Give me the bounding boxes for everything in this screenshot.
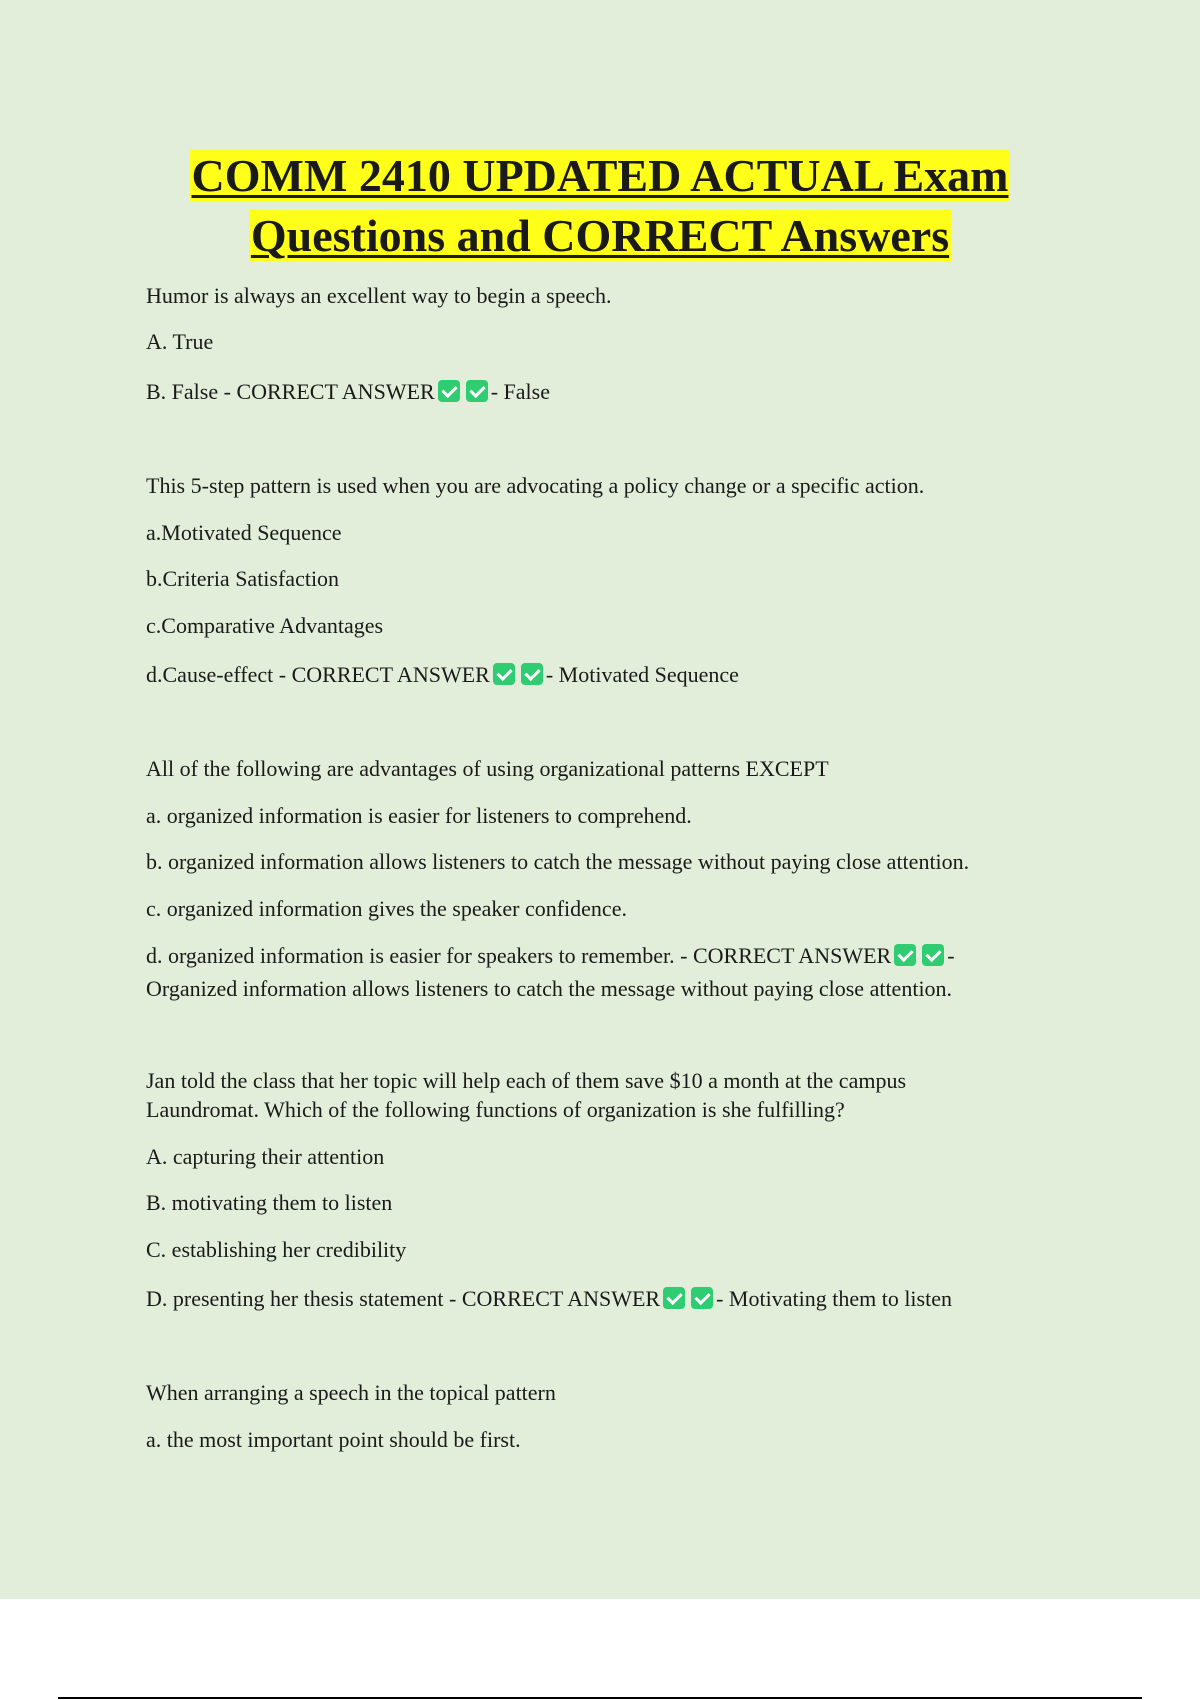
answer-3-continued: Organized information allows listeners to catch the message without paying close attention. [146,976,953,1001]
title-line-1: COMM 2410 UPDATED ACTUAL Exam [191,150,1009,201]
question-4-continued: Laundromat. Which of the following functions of organization is she fulfilling? [146,1097,845,1122]
check-icon [894,944,916,966]
answer-3: d. organized information is easier for speakers to remember. - CORRECT ANSWER - [146,943,955,968]
check-icon [438,380,460,402]
answer-1: B. False - CORRECT ANSWER - False [146,379,550,404]
option-5a: a. the most important point should be first. [146,1427,521,1452]
option-3b: b. organized information allows listeners to catch the message without paying close attention. [146,849,970,874]
check-icon [521,663,543,685]
question-1: Humor is always an excellent way to begin a speech. [146,283,612,308]
option-2a: a.Motivated Sequence [146,520,342,545]
question-2: This 5-step pattern is used when you are advocating a policy change or a specific action. [146,473,925,498]
check-icon [466,380,488,402]
question-5: When arranging a speech in the topical pattern [146,1380,556,1405]
option-2c: c.Comparative Advantages [146,613,384,638]
footer-divider [58,1697,1142,1699]
title-line-2: Questions and CORRECT Answers [250,210,950,261]
option-4a: A. capturing their attention [146,1144,385,1169]
option-2b: b.Criteria Satisfaction [146,566,340,591]
check-icon [922,944,944,966]
check-icon [493,663,515,685]
option-3a: a. organized information is easier for listeners to comprehend. [146,803,692,828]
question-3: All of the following are advantages of using organizational patterns EXCEPT [146,756,829,781]
answer-4: D. presenting her thesis statement - CORRECT ANSWER - Motivating them to listen [146,1286,952,1311]
option-4c: C. establishing her credibility [146,1237,407,1262]
answer-2: d.Cause-effect - CORRECT ANSWER - Motivated Sequence [146,662,739,687]
check-icon [691,1287,713,1309]
question-4: Jan told the class that her topic will help each of them save $10 a month at the campus [146,1068,907,1093]
option-1a: A. True [146,329,214,354]
option-4b: B. motivating them to listen [146,1190,393,1215]
check-icon [663,1287,685,1309]
option-3c: c. organized information gives the speaker confidence. [146,896,627,921]
document-title [0,146,1200,266]
